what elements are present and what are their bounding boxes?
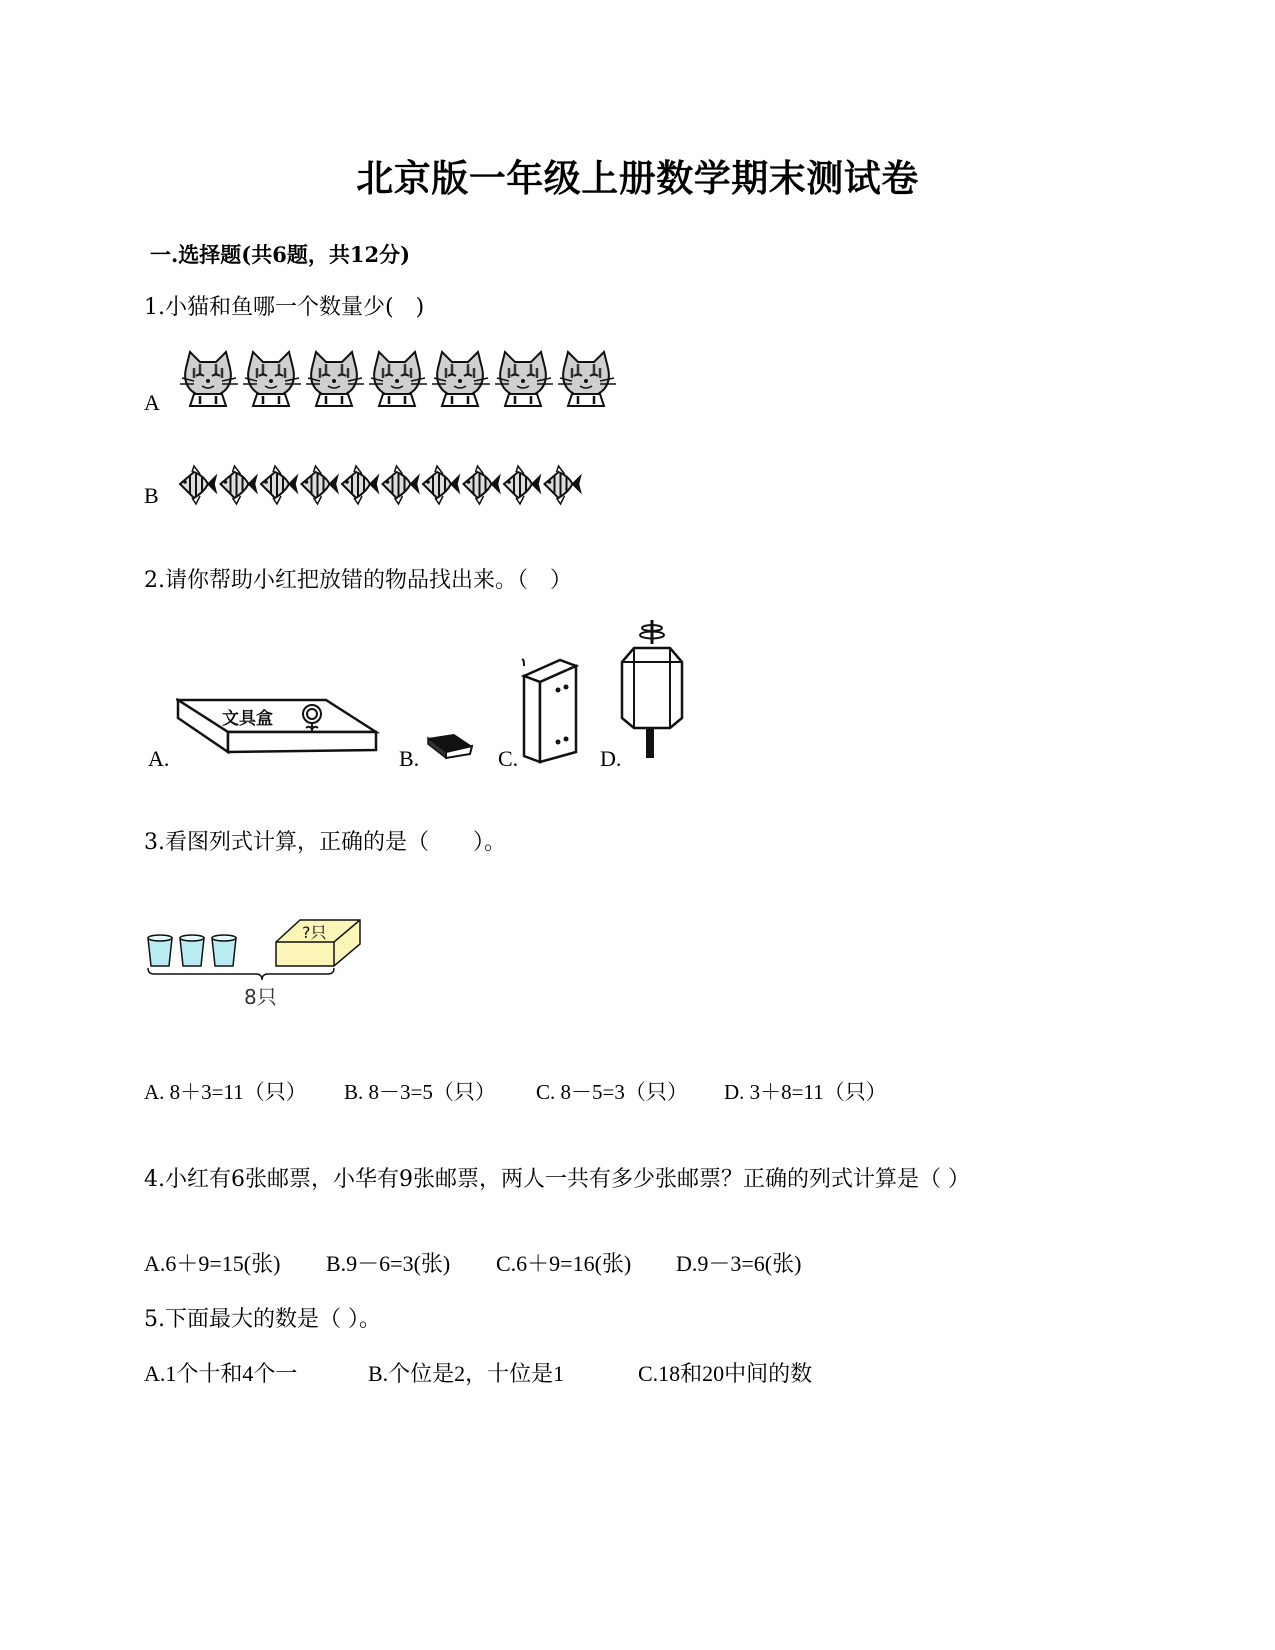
pencil-box-text: 文具盒 — [222, 709, 273, 729]
fish-icon — [383, 466, 419, 504]
cup-icon — [212, 935, 236, 966]
fish-icon — [504, 466, 540, 504]
question-4-stem: 4.小红有6张邮票，小华有9张邮票，两人一共有多少张邮票？正确的列式计算是（ ） — [144, 1167, 970, 1192]
cup-icon — [180, 935, 204, 966]
section-heading: 一.选择题(共6题，共12分) — [150, 242, 411, 267]
pencil-box-image — [176, 692, 380, 762]
page-title: 北京版一年级上册数学期末测试卷 — [356, 156, 919, 200]
q1-option-b-label: B — [144, 483, 159, 508]
book-image — [518, 656, 580, 766]
eraser-image — [424, 730, 474, 760]
q4-option-d: D.9－3=6(张) — [676, 1251, 802, 1276]
q4-option-c: C.6＋9=16(张) — [496, 1251, 632, 1276]
q3-option-a: A. 8＋3=11（只） — [144, 1080, 307, 1104]
q5-option-b: B.个位是2，十位是1 — [368, 1361, 565, 1386]
box-label: ?只 — [302, 923, 327, 942]
cups-group — [148, 935, 236, 966]
question-2-stem: 2.请你帮助小红把放错的物品找出来。（ ） — [144, 568, 572, 593]
cat-icon — [243, 352, 301, 406]
q5-option-a: A.1个十和4个一 — [144, 1361, 298, 1386]
q2-option-c: C. — [498, 746, 519, 771]
fish-icon — [302, 466, 338, 504]
q2-option-d: D. — [600, 746, 622, 771]
fish-icon — [423, 466, 459, 504]
q2-option-a: A. — [148, 746, 170, 771]
question-1-stem: 1.小猫和鱼哪一个数量少( ) — [144, 295, 425, 320]
fish-icon — [261, 466, 297, 504]
question-5-stem: 5.下面最大的数是（ ）。 — [144, 1307, 381, 1332]
q4-option-b: B.9－6=3(张) — [326, 1251, 451, 1276]
cat-icon — [495, 352, 553, 406]
fish-icon — [180, 466, 216, 504]
cats-image — [176, 344, 626, 410]
fish-icon — [342, 466, 378, 504]
cat-icon — [180, 352, 238, 406]
q1-option-a-label: A — [144, 390, 160, 415]
question-3-stem: 3.看图列式计算，正确的是（ ）。 — [144, 830, 506, 855]
q5-option-c: C.18和20中间的数 — [638, 1361, 813, 1386]
fish-illustration — [176, 462, 591, 506]
pencil-sharpener-image — [620, 618, 690, 760]
fish-icon — [545, 466, 581, 504]
cat-icon — [432, 352, 490, 406]
q3-option-c: C. 8－5=3（只） — [536, 1080, 688, 1104]
fish-icon — [221, 466, 257, 504]
cat-icon — [369, 352, 427, 406]
cups-and-box-diagram — [144, 912, 368, 1012]
cat-icon — [306, 352, 364, 406]
q4-option-a: A.6＋9=15(张) — [144, 1251, 281, 1276]
q3-option-b: B. 8－3=5（只） — [344, 1080, 496, 1104]
cat-icon — [558, 352, 616, 406]
q3-option-d: D. 3＋8=11（只） — [724, 1080, 887, 1104]
fish-image — [176, 462, 591, 506]
cup-icon — [148, 935, 172, 966]
q2-option-b: B. — [399, 746, 420, 771]
brace-label: 8只 — [244, 985, 277, 1009]
fish-icon — [464, 466, 500, 504]
cats-illustration — [176, 344, 626, 410]
